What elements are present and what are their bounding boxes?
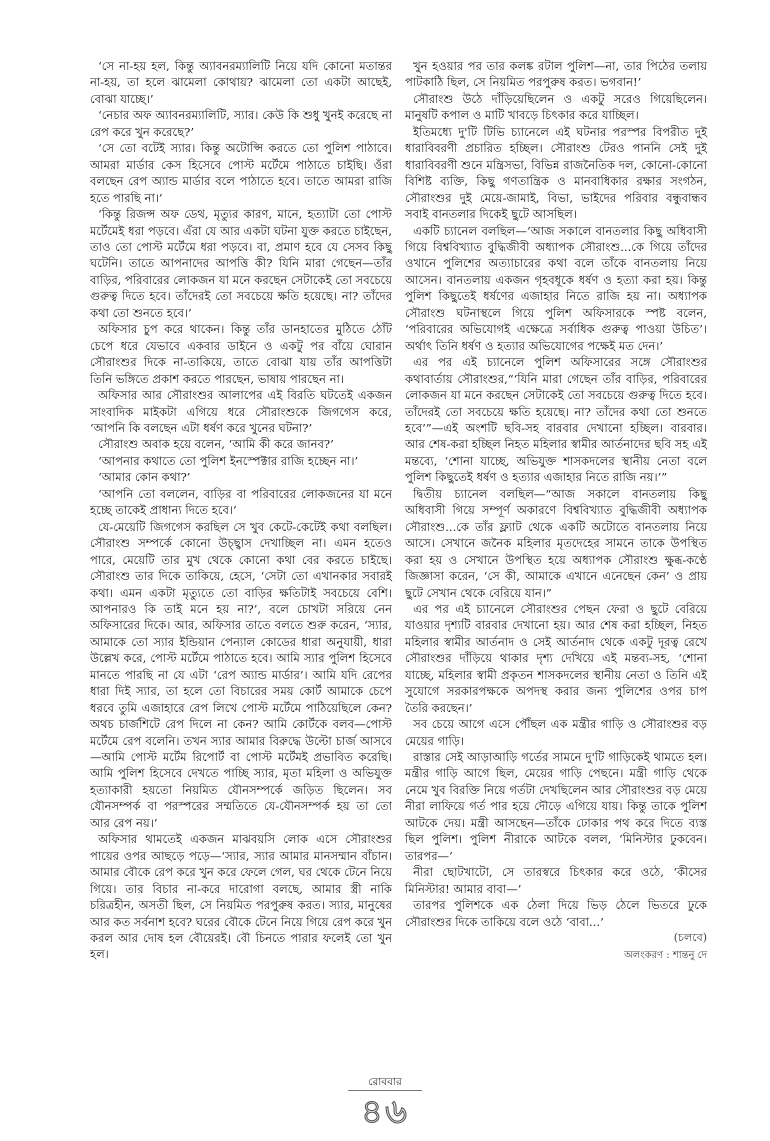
paragraph: একটি চ্যানেল বলছিল—‘আজ সকালে বানতলার কিছু অধিবাসী গিয়ে বিশ্ববিখ্যাত বুদ্ধিজীবী অধ্যাপক সৌরাংশু...কে গিয়ে তাঁদের ওখানে পুলিশের অত্যাচারের কথা বলে তাঁকে বানতলায় নিয়ে আসেন। বানতলায় একজন গৃহবধূকে ধর্ষণ ও হত্যা করা হয়। কিন্তু পুলিশ কিছুতেই ধর্ষণের এজাহার নিতে রাজি হয় না। অধ্যাপক সৌরাংশু ঘটনাস্থলে গিয়ে পুলিশ অফিসারকে স্পষ্ট বলেন, ‘পরিবারের অভিযোগই এক্ষেত্রে সর্বাধিক গুরুত্ব পাওয়া উচিত’। অর্থাৎ তিনি ধর্ষণ ও হত্যার অভিযোগের পক্ষেই মত দেন।’ (405, 223, 707, 353)
paragraph: সৌরাংশু অবাক হয়ে বলেন, ‘আমি কী করে জানব?’ (98, 437, 334, 452)
article-column-right (405, 58, 707, 964)
paragraph: রাস্তার সেই আড়াআড়ি গর্তের সামনে দু'টি গাড়িকেই থামতে হল। মন্ত্রীর গাড়ি আগে ছিল, মেয়ের গাড়ি পেছনে। মন্ত্রী গাড়ি থেকে নেমে খুব বিরক্তি নিয়ে গর্তটা দেখছিলেন আর সৌরাংশুর বড় মেয়ে নীরা লাফিয়ে গর্ত পার হয়ে দৌড়ে এগিয়ে যায়। কিন্তু তাকে পুলিশ আটকে দেয়। মন্ত্রী আসছেন—তাঁকে ঢোকার পথ করে দিতে ব্যস্ত ছিল পুলিশ। পুলিশ নীরাকে আটকে বলল, ‘মিনিস্টার ঢুকবেন। তারপর—’ (405, 750, 707, 863)
paragraph: ‘আমার কোন কথা?’ (98, 470, 191, 485)
paragraph: এর পর এই চ্যানেলে সৌরাংশুর পেছন ফেরা ও ছুটে বেরিয়ে যাওয়ার দৃশ্যটি বারবার দেখানো হয়। আর শেষ করা হচ্ছিল, নিহত মহিলার স্বামীর আর্তনাদ ও সেই আর্তনাদ থেকে একটু দূরত্ব রেখে সৌরাংশুর দাঁড়িয়ে থাকার দৃশ্য দেখিয়ে এই মন্তব্য-সহ, ‘শোনা যাচ্ছে, মহিলার স্বামী প্রকৃতন শাসকদলের স্থানীয় নেতা ও তিনি এই সুযোগে সরকারপক্ষকে অপদস্থ করার জন্য পুলিশের ওপর চাপ তৈরি করছেন।’ (405, 601, 707, 715)
paragraph: সব চেয়ে আগে এসে পৌঁছল এক মন্ত্রীর গাড়ি ও সৌরাংশুর বড় মেয়ের গাড়ি। (405, 717, 707, 748)
paragraph: ‘নেচার অফ অ্যাবনরম্যালিটি, স্যার। কেউ কি শুধু খুনই করেছে না রেপ করে খুন করেছে?’ (90, 108, 392, 139)
paragraph: ‘আপনি তো বললেন, বাড়ির বা পরিবারের লোকজনের যা মনে হচ্ছে তাকেই প্রাধান্য দিতে হবে।’ (90, 486, 392, 518)
paragraph: ‘আপনার কথাতে তো পুলিশ ইনস্পেক্টার রাজি হচ্ছেন না।’ (98, 453, 359, 468)
paragraph: ‘সে তো বটেই স্যার। কিন্তু অটোপ্সি করতে তো পুলিশ পাঠাবে। আমরা মার্ডার কেস হিসেবে পোস্ট মর্টেমে পাঠাতে চাইছি। ওঁরা বলছেন রেপ অ্যান্ড মার্ডার বলে পাঠাতে হবে। তাতে আমরা রাজি হতে পারছি না।’ (90, 141, 392, 205)
paragraph: দ্বিতীয় চ্যানেল বলছিল—“আজ সকালে বানতলায় কিছু অধিবাসী গিয়ে সম্পূর্ণ অকারণে বিশ্ববিখ্যাত বুদ্ধিজীবী অধ্যাপক সৌরাংশু...কে তাঁর ফ্ল্যাট থেকে একটি অটোতে বানতলায় নিয়ে আসে। সেখানে জনৈক মহিলার মৃতদেহের সামনে তাকে উপস্থিত করা হয় ও সেখানে উপস্থিত হয়ে অধ্যাপক সৌরাংশু ক্ষুব্ধ-কণ্ঠে জিজ্ঞাসা করেন, ‘সে কী, আমাকে এখানে এনেছেন কেন’ ও প্রায় ছুটে সেখান থেকে বেরিয়ে যান।” (405, 486, 707, 600)
paragraph: ইতিমধ্যে দু'টি টিভি চ্যানেলে এই ঘটনার পরস্পর বিপরীত দুই ধারাবিবরণী প্রচারিত হচ্ছিল। সৌরাংশু টেরও পাননি সেই দুই ধারাবিবরণী শুনে মন্ত্রিসভা, বিভিন্ন রাজনৈতিক দল, কোনো-কোনো বিশিষ্ট ব্যক্তি, কিছু গণতান্ত্রিক ও মানবাধিকার রক্ষার সংগঠন, সৌরাংশুর দুই মেয়ে-জামাই, বিভা, ভাইদের পরিবার বন্ধুবান্ধব সবাই বানতলার দিকেই ছুটে আসছিল। (405, 124, 707, 222)
page-number: ৪৬ (360, 1092, 410, 1132)
paragraph: তারপর পুলিশকে এক ঠেলা দিয়ে ভিড় ঠেলে ভিতরে ঢুকে সৌরাংশুর দিকে তাকিয়ে বলে ওঠে ‘বাবা...’ (405, 898, 707, 929)
paragraph: ‘কিন্তু রিজন্স অফ ডেথ, মৃত্যুর কারণ, মানে, হত্যাটা তো পোস্ট মর্টেমেই ধরা পড়বে। এঁরা যে আর একটা ঘটনা যুক্ত করতে চাইছেন, তাও তো পোস্ট মর্টেমে ধরা পড়বে। বা, প্রমাণ হবে যে সেসব কিছু ঘটেনি। তাতে আপনাদের আপত্তি কী? যিনি মারা গেছেন—তাঁর বাড়ির, পরিবারের লোকজন যা মনে করছেন সেটাকেই তো সবচেয়ে গুরুত্ব দিতে হবে। তাঁদেরই তো সবচেয়ে ক্ষতি হয়েছে। না? তাঁদের কথা তো শুনতে হবে।’ (90, 207, 392, 320)
paragraph: নীরা ছোটখাটো, সে তারস্বরে চিৎকার করে ওঠে, ‘কীসের মিনিস্টার! আমার বাবা—’ (405, 865, 707, 896)
paragraph: এর পর এই চ্যানেলে পুলিশ অফিসারের সঙ্গে সৌরাংশুর কথাবার্তায় সৌরাংশুর,“‘যিনি মারা গেছেন তাঁর বাড়ির, পরিবারের লোকজন যা মনে করছেন সেটাকেই তো সবচেয়ে গুরুত্ব দিতে হবে। তাঁদেরই তো সবচেয়ে ক্ষতি হয়েছে। না? তাঁদের কথা তো শুনতে হবে’”—এই অংশটি ছবি-সহ বারবার দেখানো হচ্ছিল। বারবার। আর শেষ-করা হচ্ছিল নিহত মহিলার স্বামীর আর্তনাদের ছবি সহ এই মন্তব্যে, ‘শোনা যাচ্ছে, অভিযুক্ত শাসকদলের স্থানীয় নেতা বলে পুলিশ কিছুতেই ধর্ষণ ও হত্যার এজাহার নিতে রাজি নয়।’” (405, 355, 707, 485)
paragraph: খুন হওয়ার পর তার কলঙ্ক রটাল পুলিশ—না, তার পিঠের তলায় পাটকাঠি ছিল, সে নিয়মিত পরপুরুষ করত। ভগবান!’ (405, 59, 707, 90)
paragraph: ‘সে না-হয় হল, কিন্তু অ্যাবনরম্যালিটি নিয়ে যদি কোনো মতান্তর না-হয়, তা হলে ঝামেলা কোথায়? ঝামেলা তো একটা আছেই, বোঝা যাচ্ছে।’ (90, 59, 392, 106)
paragraph: সৌরাংশু উঠে দাঁড়িয়েছিলেন ও একটু সরেও গিয়েছিলেন। মানুষটি কপাল ও মাটি খাবড়ে চিৎকার করে যাচ্ছিল। (405, 91, 707, 123)
to-be-continued-note: (চলবে) (673, 931, 707, 945)
paragraph: অফিসার চুপ করে থাকেন। কিন্তু তাঁর ডানহাতের মুঠিতে ঠোঁট চেপে ধরে যেভাবে একবার ডাইনে ও একটু পর বাঁয়ে ঘোরান সৌরাংশুর দিকে না-তাকিয়ে, তাতে বোঝা যায় তাঁর আপত্তিটা তিনি ভঙ্গিতে প্রকাশ করতে পারছেন, ভাষায় পারছেন না। (90, 322, 392, 386)
magazine-name: রোববার (368, 1076, 402, 1088)
page-footer (0, 1075, 770, 1131)
footer-divider (348, 1090, 422, 1091)
article-column-left (90, 58, 392, 963)
paragraph: যে-মেয়েটি জিগগেস করছিল সে খুব কেটে-কেটেই কথা বলছিল। সৌরাংশু সম্পর্কে কোনো উচ্ছ্বাস দেখাচ্ছিল না। এমন হতেও পারে, মেয়েটি তার মুখ থেকে কোনো কথা বের করতে চাইছে। সৌরাংশু তার দিকে তাকিয়ে, হেসে, ‘সেটা তো এখানকার সবারই কথা। এমন একটা মৃত্যুতে তো বাড়ির ক্ষতিটাই সবচেয়ে বেশি। আপনারও কি তাই মনে হয় না?’, বলে চোখটা সরিয়ে নেন অফিসারের দিকে। আর, অফিসার তাতে বলতে শুরু করেন, ‘স্যার, আমাকে তো স্যার ইন্ডিয়ান পেন্যাল কোডের ধারা অনুযায়ী, ধারা উল্লেখ করে, পোস্ট মর্টেমে পাঠাতে হবে। আমি স্যার পুলিশ হিসেবে মানতে পারছি না যে এটা ‘রেপ অ্যান্ড মার্ডার’। আমি যদি রেপের ধারা দিই স্যার, তা হলে তো বিচারের সময় কোর্ট আমাকে চেপে ধরবে তুমি এজাহারে রেপ লিখে পোস্ট মর্টেমে পাঠিয়েছিলে কেন? অথচ চার্জশিটে রেপ দিলে না কেন? আমি কোর্টকে বলব—পোস্ট মর্টেমে রেপ বলেনি। তখন স্যার আমার বিরুদ্ধে উল্টো চার্জ আসবে—আমি পোস্ট মর্টেম রিপোর্ট বা পোস্ট মর্টেমই প্রভাবিত করেছি। আমি পুলিশ হিসেবে দেখতে পাচ্ছি স্যার, মৃতা মহিলা ও অভিযুক্ত হত্যাকারী হয়তো নিয়মিত যৌনসম্পর্কে জড়িত ছিলেন। সব যৌনসম্পর্ক বা পরস্পরের সম্মতিতে যে-যৌনসম্পর্ক হয় তা তো আর রেপ নয়।’ (90, 519, 392, 830)
paragraph: অফিসার থামতেই একজন মাঝবয়সি লোক এসে সৌরাংশুর পায়ের ওপর আছড়ে পড়ে—‘স্যার, স্যার আমার মানসম্মান বাঁচান। আমার বৌকে রেপ করে খুন করে ফেলে গেল, ঘর থেকে টেনে নিয়ে গিয়ে। তার বিচার না-করে দারোগা বলছে, আমার স্ত্রী নাকি চরিত্রহীন, অসতী ছিল, সে নিয়মিত পরপুরুষ করত। স্যার, মানুষের আর কত সর্বনাশ হবে? ঘরের বৌকে টেনে নিয়ে গিয়ে রেপ করে খুন করল আর দোষ হল বৌয়েরই। বৌ চিনতে পারার ফলেই তো খুন হল। (90, 832, 392, 962)
paragraph: অফিসার আর সৌরাংশুর আলাপের এই বিরতি ঘটতেই একজন সাংবাদিক মাইকটা এগিয়ে ধরে সৌরাংশুকে জিগগেস করে, ‘আপনি কি বলছেন এটা ধর্ষণ করে খুনের ঘটনা?’ (90, 388, 392, 435)
illustration-credit: অলংকরণ : শান্তনু দে (624, 950, 707, 962)
